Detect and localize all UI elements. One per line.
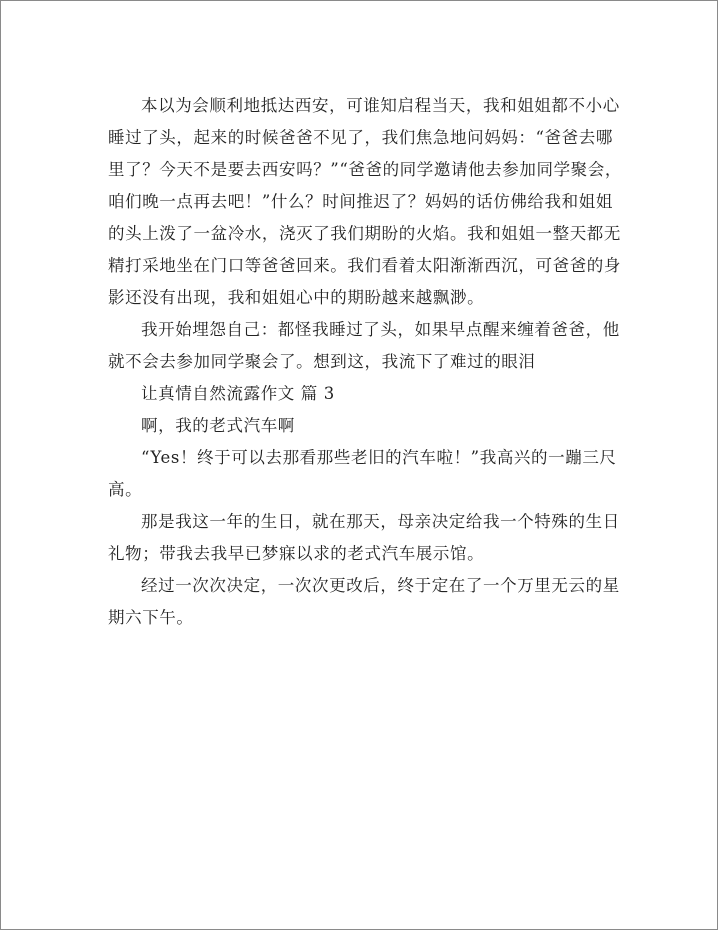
essay-title: 让真情自然流露作文 篇 3 bbox=[141, 384, 335, 403]
document-body bbox=[108, 90, 623, 634]
paragraph-departure-delay: 本以为会顺利地抵达西安，可谁知启程当天，我和姐姐都不小心睡过了头，起来的时候爸爸不见了，我们焦急地问妈妈：“爸爸去哪里了？今天不是要去西安吗？”“爸爸的同学邀请他去参加同学聚会，咱们晚一点再去吧！”什么？时间推迟了？妈妈的话仿佛给我和姐姐的头上泼了一盆冷水，浇灭了我们期盼的火焰。我和姐姐一整天都无精打采地坐在门口等爸爸回来。我们看着太阳渐渐西沉，可爸爸的身影还没有出现，我和姐姐心中的期盼越来越飘渺。 bbox=[108, 96, 622, 307]
paragraph-excitement: “Yes！终于可以去那看那些老旧的汽车啦！”我高兴的一蹦三尺高。 bbox=[108, 448, 617, 499]
paragraph-decision: 经过一次次决定，一次次更改后，终于定在了一个万里无云的星期六下午。 bbox=[108, 576, 620, 627]
paragraph-regret: 我开始埋怨自己：都怪我睡过了头，如果早点醒来缠着爸爸，他就不会去参加同学聚会了。想到这，我流下了难过的眼泪 bbox=[108, 320, 620, 371]
paragraph-birthday-gift: 那是我这一年的生日，就在那天，母亲决定给我一个特殊的生日礼物；带我去我早已梦寐以求的老式汽车展示馆。 bbox=[108, 512, 620, 563]
essay-subtitle: 啊，我的老式汽车啊 bbox=[141, 416, 295, 435]
